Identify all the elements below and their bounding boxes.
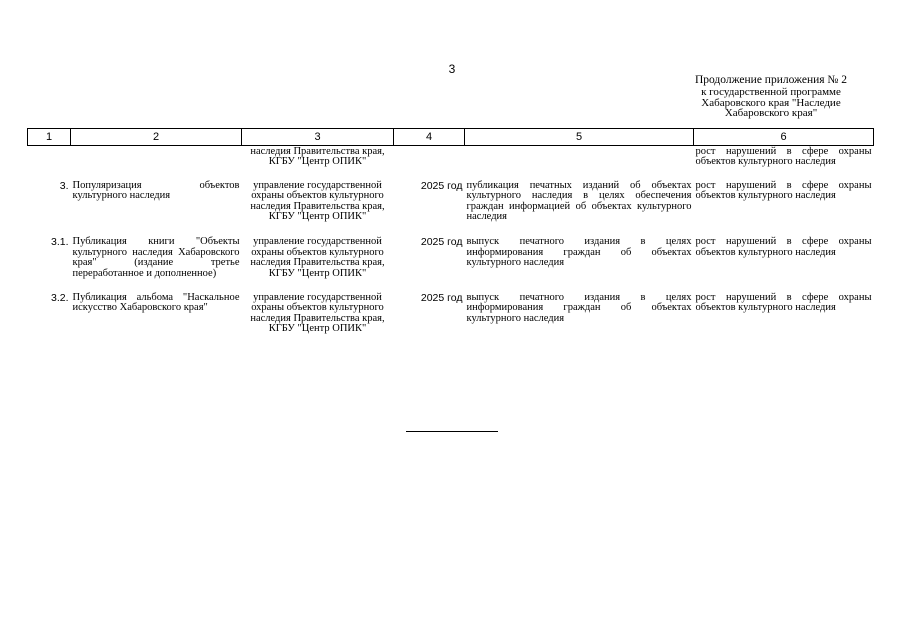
row-number: 3.1. — [50, 236, 69, 249]
appendix-note-line-3: Хабаровского края "Наследие — [701, 96, 841, 109]
row-year: 2025 год — [420, 179, 463, 192]
appendix-note-line-1: Продолжение приложения № 2 — [694, 74, 848, 86]
row-number: 3.2. — [50, 292, 69, 305]
row-result: выпуск печатного издания в целях информирования граждан об объектах культурного наследия — [466, 236, 692, 269]
row-indicator: рост нарушений в сфере охраны объектов культурного наследия — [695, 146, 872, 168]
appendix-note-line-4: Хабаровского края" — [724, 107, 818, 119]
row-executor: наследия Правительства края, КГБУ "Центр ОПИК" — [250, 146, 385, 168]
appendix-note-line-2: к государственной программе — [701, 86, 841, 98]
footnote-separator-line — [406, 431, 498, 432]
table-row — [28, 181, 874, 238]
column-header-5: 5 — [465, 129, 694, 146]
column-header-6: 6 — [694, 129, 874, 146]
row-year: 2025 год — [420, 292, 463, 305]
row-executor: управление государственной охраны объектов культурного наследия Правительства края, КГБУ "Центр ОПИК" — [250, 179, 385, 223]
column-header-4: 4 — [394, 129, 465, 146]
row-indicator: рост нарушений в сфере охраны объектов культурного наследия — [695, 292, 872, 314]
row-year: 2025 год — [420, 236, 463, 249]
page-number: 3 — [448, 62, 456, 76]
row-number — [28, 146, 71, 181]
row-result: выпуск печатного издания в целях информирования граждан об объектах культурного наследия — [466, 292, 692, 324]
row-result — [465, 146, 694, 181]
row-number: 3. — [59, 179, 69, 192]
row-indicator: рост нарушений в сфере охраны объектов культурного наследия — [695, 236, 872, 258]
table-header-row — [28, 129, 874, 146]
row-year — [394, 146, 465, 181]
row-executor: управление государственной охраны объектов культурного наследия Правительства края, КГБУ "Центр ОПИК" — [250, 292, 385, 335]
row-name: Публикация книги "Объекты культурного наследия Хабаровского края" (издание третье переработанное и дополненное) — [72, 236, 240, 279]
appendix-note — [662, 74, 880, 119]
row-indicator: рост нарушений в сфере охраны объектов культурного наследия — [695, 179, 872, 202]
program-table — [27, 128, 874, 335]
column-header-1: 1 — [28, 129, 71, 146]
row-result: публикация печатных изданий об объектах культурного наследия в целях обеспечения граждан информацией об объектах культурного наследия — [466, 179, 692, 223]
column-header-2: 2 — [71, 129, 242, 146]
row-name: Популяризация объектов культурного наследия — [72, 179, 240, 202]
row-executor: управление государственной охраны объектов культурного наследия Правительства края, КГБУ "Центр ОПИК" — [250, 236, 385, 279]
row-name — [71, 146, 242, 181]
column-header-3: 3 — [242, 129, 394, 146]
row-name: Публикация альбома "Наскальное искусство Хабаровского края" — [72, 292, 240, 314]
table-row — [28, 237, 874, 293]
table-row-continuation — [28, 146, 874, 181]
table-row — [28, 293, 874, 335]
